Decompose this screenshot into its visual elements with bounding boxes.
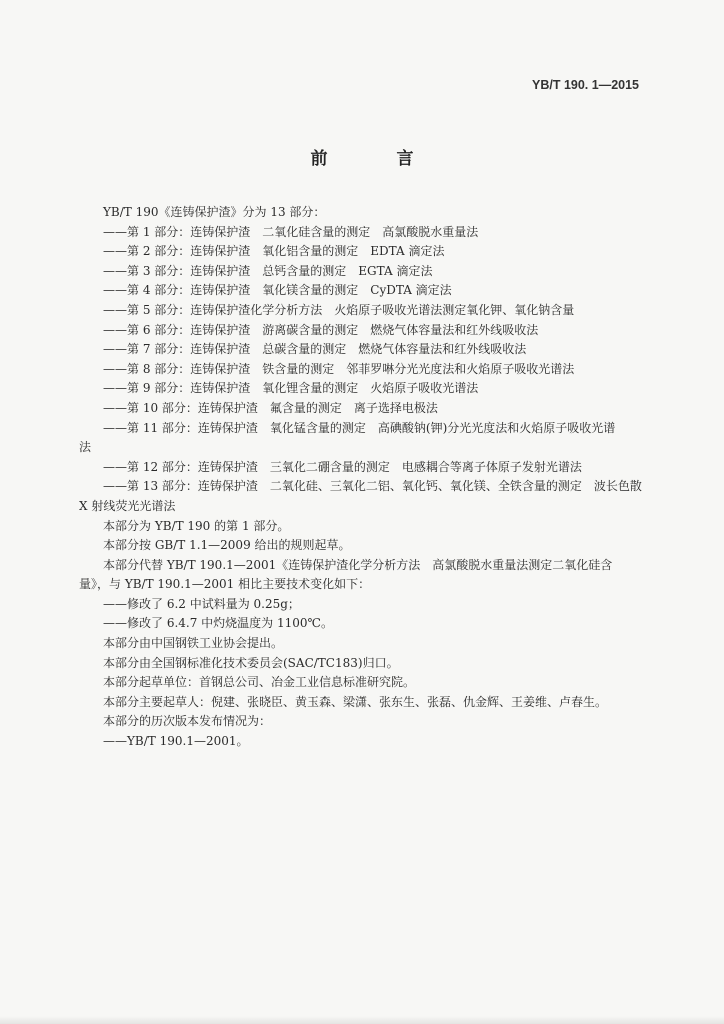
paragraph-drafting-rules: 本部分按 GB/T 1.1—2009 给出的规则起草。 (103, 538, 351, 553)
page-edge-shadow (0, 1016, 724, 1024)
list-item-continuation: X 射线荧光光谱法 (79, 498, 176, 513)
list-item: ——第 7 部分：连铸保护渣 总碳含量的测定 燃烧气体容量法和红外线吸收法 (103, 342, 527, 357)
list-item: ——第 13 部分：连铸保护渣 二氧化硅、三氧化二铝、氧化钙、氧化镁、全铁含量的测定 波长色散 (103, 479, 642, 494)
list-item: ——第 8 部分：连铸保护渣 铁含量的测定 邻菲罗啉分光光度法和火焰原子吸收光谱法 (103, 361, 575, 376)
list-item: ——第 3 部分：连铸保护渣 总钙含量的测定 EGTA 滴定法 (103, 263, 433, 278)
list-item-continuation: 法 (79, 440, 92, 455)
document-body (79, 203, 645, 752)
list-item: ——第 2 部分：连铸保护渣 氧化铝含量的测定 EDTA 滴定法 (103, 244, 445, 259)
change-item: ——修改了 6.2 中试料量为 0.25g； (103, 596, 300, 611)
document-code: YB/T 190. 1—2015 (532, 78, 640, 92)
list-item: ——第 12 部分：连铸保护渣 三氧化二硼含量的测定 电感耦合等离子体原子发射光谱法 (103, 459, 582, 474)
intro-paragraph: YB/T 190《连铸保护渣》分为 13 部分： (103, 205, 326, 219)
paragraph-replaces-continuation: 量》，与 YB/T 190.1—2001 相比主要技术变化如下： (79, 577, 371, 592)
change-item: ——修改了 6.4.7 中灼烧温度为 1100℃。 (103, 616, 333, 631)
paragraph-drafters: 本部分主要起草人：倪建、张晓臣、黄玉森、梁潇、张东生、张磊、仇金辉、王姜维、卢春生。 (103, 694, 608, 709)
paragraph-history: 本部分的历次版本发布情况为： (103, 714, 272, 729)
list-item: ——第 9 部分：连铸保护渣 氧化锂含量的测定 火焰原子吸收光谱法 (103, 381, 479, 396)
paragraph-replaces: 本部分代替 YB/T 190.1—2001《连铸保护渣化学分析方法 高氯酸脱水重量法测定二氧化硅含 (103, 557, 613, 572)
list-item: ——第 5 部分：连铸保护渣化学分析方法 火焰原子吸收光谱法测定氧化钾、氧化钠含量 (103, 302, 575, 317)
paragraph-part-scope: 本部分为 YB/T 190 的第 1 部分。 (103, 518, 290, 533)
parts-list (79, 223, 645, 517)
paragraph-committee: 本部分由全国钢标准化技术委员会(SAC/TC183)归口。 (103, 655, 399, 670)
history-item: ——YB/T 190.1—2001。 (103, 734, 249, 749)
list-item: ——第 10 部分：连铸保护渣 氟含量的测定 离子选择电极法 (103, 400, 438, 415)
list-item: ——第 6 部分：连铸保护渣 游离碳含量的测定 燃烧气体容量法和红外线吸收法 (103, 322, 539, 337)
list-item: ——第 4 部分：连铸保护渣 氧化镁含量的测定 CyDTA 滴定法 (103, 283, 452, 298)
paragraph-proposer: 本部分由中国钢铁工业协会提出。 (103, 636, 284, 651)
paragraph-drafting-units: 本部分起草单位：首钢总公司、冶金工业信息标准研究院。 (103, 675, 416, 690)
page-title: 前 言 (310, 149, 440, 169)
list-item: ——第 1 部分：连铸保护渣 二氧化硅含量的测定 高氯酸脱水重量法 (103, 224, 479, 239)
list-item: ——第 11 部分：连铸保护渣 氧化锰含量的测定 高碘酸钠(钾)分光光度法和火焰原子吸收光谱 (103, 420, 616, 435)
